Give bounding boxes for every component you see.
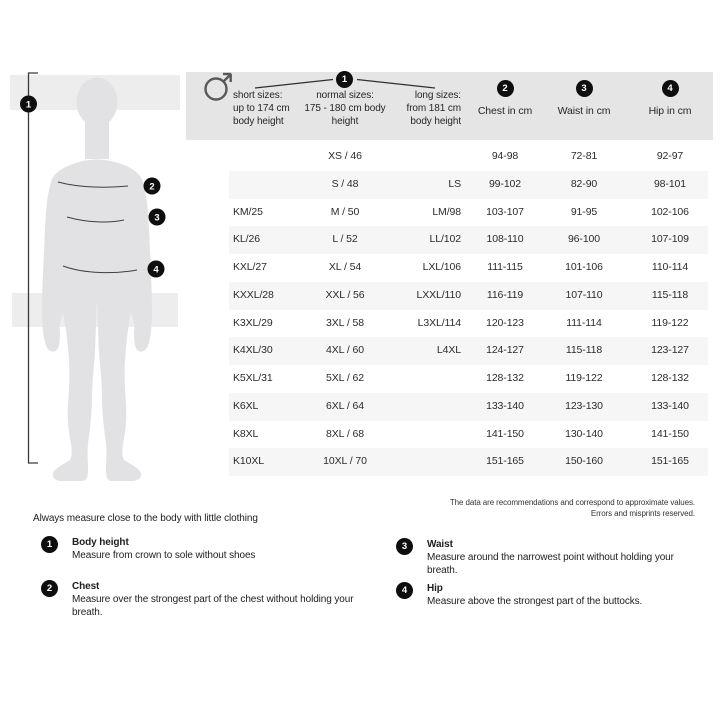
male-silhouette-graphic: [0, 58, 205, 493]
male-silhouette: [42, 78, 155, 482]
legend-title-hip: Hip: [427, 583, 443, 594]
table-cell-normal-size: 3XL / 58: [326, 316, 364, 329]
table-cell-long-size: LL/102: [429, 233, 461, 246]
table-cell-normal-size: 10XL / 70: [323, 455, 367, 468]
column-header-hip: [620, 80, 720, 117]
legend-badge-4: 4: [396, 582, 413, 599]
table-row: [229, 310, 708, 338]
size-group-short-line3: body height: [233, 116, 284, 127]
figure-badge-height: 1: [25, 99, 32, 111]
table-cell-hip-cm: 98-101: [653, 177, 687, 190]
size-group-short-line1: short sizes:: [233, 90, 283, 101]
table-cell-hip-cm: 119-122: [651, 316, 689, 329]
body-height-bracket: [29, 73, 39, 463]
table-cell-normal-size: 8XL / 68: [326, 427, 364, 440]
legend-desc-waist: Measure around the narrowest point without holding your breath.: [427, 552, 674, 576]
table-cell-long-size: LXXL/110: [416, 288, 461, 301]
body-measurement-figure: [0, 58, 205, 493]
table-cell-chest-cm: 99-102: [488, 177, 522, 190]
table-header: [186, 72, 713, 140]
table-cell-long-size: LS: [448, 177, 461, 190]
table-cell-normal-size: 4XL / 60: [326, 344, 364, 357]
table-cell-chest-cm: 151-165: [486, 455, 524, 468]
table-cell-chest-cm: 124-127: [486, 344, 524, 357]
table-cell-long-size: LM/98: [432, 205, 461, 218]
table-cell-long-size: LXL/106: [422, 261, 461, 273]
table-cell-chest-cm: 111-115: [487, 261, 523, 273]
legend-item-chest: [41, 580, 382, 619]
table-cell-hip-cm: 110-114: [651, 261, 689, 273]
table-cell-normal-size: XXL / 56: [325, 288, 365, 301]
table-row: [229, 199, 708, 227]
legend-badge-2: 2: [41, 580, 58, 597]
size-group-normal-line2: 175 - 180 cm body: [304, 103, 386, 114]
table-cell-waist-cm: 119-122: [565, 372, 603, 384]
table-cell-hip-cm: 115-118: [651, 288, 689, 301]
table-cell-waist-cm: 115-118: [565, 344, 603, 357]
legend-title-chest: Chest: [72, 581, 100, 592]
table-cell-waist-cm: 96-100: [567, 233, 601, 246]
legend-desc-body-height: Measure from crown to sole without shoes: [72, 550, 256, 561]
table-row: [229, 143, 708, 171]
table-cell-waist-cm: 82-90: [570, 177, 598, 190]
legend-desc-chest: Measure over the strongest part of the chest without holding your breath.: [72, 594, 354, 618]
size-group-badge: 1: [336, 71, 353, 88]
table-cell-chest-cm: 116-119: [486, 288, 524, 301]
figure-badge-chest: 2: [149, 181, 155, 193]
table-cell-hip-cm: 128-132: [651, 372, 689, 384]
footnote: [450, 498, 695, 519]
footnote-line2: Errors and misprints reserved.: [590, 508, 695, 518]
hip-column-label: Hip in cm: [648, 105, 692, 117]
table-row: [229, 254, 708, 282]
table-cell-waist-cm: 123-130: [565, 399, 603, 412]
size-table-body: [229, 143, 708, 476]
footnote-line1: The data are recommendations and correspond to approximate values.: [449, 498, 695, 507]
legend-desc-hip: Measure above the strongest part of the buttocks.: [427, 596, 643, 607]
size-group-long: [361, 89, 461, 128]
figure-badge-waist: 3: [154, 212, 160, 224]
table-cell-chest-cm: 133-140: [486, 399, 524, 412]
table-cell-normal-size: XL / 54: [328, 261, 362, 273]
table-row: [229, 448, 708, 476]
legend-item-waist: [396, 538, 679, 577]
table-cell-short-size: KXXL/28: [233, 288, 274, 301]
table-cell-chest-cm: 128-132: [486, 372, 524, 384]
table-cell-chest-cm: 108-110: [486, 233, 524, 246]
table-cell-waist-cm: 150-160: [565, 455, 603, 468]
table-cell-hip-cm: 107-109: [651, 233, 689, 246]
figure-badge-hip: 4: [153, 264, 159, 276]
table-cell-hip-cm: 151-165: [651, 455, 689, 468]
table-cell-hip-cm: 123-127: [651, 344, 689, 357]
size-group-short-line2: up to 174 cm: [233, 103, 290, 114]
waist-badge: 3: [576, 80, 593, 97]
table-row: [229, 226, 708, 254]
table-cell-chest-cm: 103-107: [486, 205, 524, 218]
size-group-normal-line1: normal sizes:: [316, 90, 374, 101]
table-cell-chest-cm: 120-123: [486, 316, 524, 329]
table-cell-normal-size: M / 50: [330, 205, 360, 218]
table-cell-short-size: KL/26: [233, 233, 260, 246]
legend-item-body-height: [41, 536, 382, 562]
table-cell-short-size: KXL/27: [233, 261, 267, 273]
table-cell-hip-cm: 133-140: [651, 399, 689, 412]
table-row: [229, 282, 708, 310]
table-cell-short-size: K8XL: [233, 427, 259, 440]
table-cell-short-size: K4XL/30: [233, 344, 273, 357]
table-cell-chest-cm: 141-150: [486, 427, 524, 440]
table-cell-long-size: L3XL/114: [417, 316, 461, 329]
table-cell-short-size: K5XL/31: [233, 372, 273, 384]
table-row: [229, 171, 708, 199]
table-cell-chest-cm: 94-98: [491, 150, 519, 162]
hip-badge: 4: [662, 80, 679, 97]
table-cell-long-size: L4XL: [436, 344, 461, 357]
table-cell-waist-cm: 107-110: [565, 288, 603, 301]
table-cell-hip-cm: 141-150: [651, 427, 689, 440]
legend-badge-1: 1: [41, 536, 58, 553]
table-cell-waist-cm: 111-114: [566, 316, 602, 329]
table-row: [229, 421, 708, 449]
table-cell-normal-size: L / 52: [332, 233, 358, 246]
table-cell-hip-cm: 102-106: [651, 205, 689, 218]
legend-badge-3: 3: [396, 538, 413, 555]
legend-item-hip: [396, 582, 679, 608]
legend-intro: Always measure close to the body with little clothing: [33, 513, 258, 524]
chest-column-label: Chest in cm: [477, 105, 533, 117]
table-cell-short-size: K3XL/29: [233, 316, 273, 329]
table-cell-normal-size: XS / 46: [328, 150, 362, 162]
size-group-normal-line3: height: [331, 116, 359, 127]
table-cell-short-size: K6XL: [233, 399, 259, 412]
size-group-long-line1: long sizes:: [414, 90, 461, 101]
chest-badge: 2: [497, 80, 514, 97]
table-cell-waist-cm: 72-81: [570, 150, 598, 162]
male-symbol-icon: [206, 74, 232, 100]
waist-column-label: Waist in cm: [557, 105, 611, 117]
table-cell-waist-cm: 101-106: [565, 261, 603, 273]
size-group-long-line2: from 181 cm: [406, 103, 461, 114]
table-row: [229, 365, 708, 393]
legend-title-body-height: Body height: [72, 537, 129, 548]
table-cell-short-size: K10XL: [233, 455, 265, 468]
table-cell-waist-cm: 91-95: [570, 205, 598, 218]
table-cell-normal-size: 6XL / 64: [326, 399, 364, 412]
size-group-long-line3: body height: [410, 116, 461, 127]
table-cell-normal-size: S / 48: [331, 177, 359, 190]
table-row: [229, 337, 708, 365]
table-cell-waist-cm: 130-140: [565, 427, 603, 440]
table-cell-short-size: KM/25: [233, 205, 263, 218]
table-row: [229, 393, 708, 421]
table-cell-hip-cm: 92-97: [656, 150, 684, 162]
column-header-waist: [534, 80, 634, 117]
legend-title-waist: Waist: [427, 539, 453, 550]
table-cell-normal-size: 5XL / 62: [326, 372, 364, 384]
